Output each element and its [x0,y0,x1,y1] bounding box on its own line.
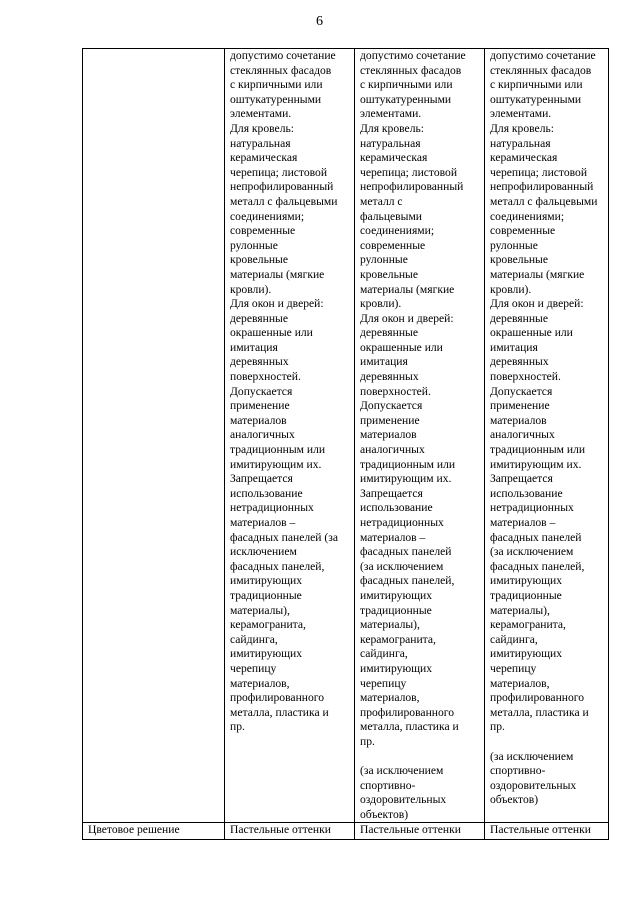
text-line: имитация [360,355,408,369]
text-line: поверхностей. [360,384,431,398]
text-line: материалы (мягкие [230,267,325,281]
text-line: материалов [230,413,287,427]
text-line: соединениями; [490,209,565,223]
color-solution-col2: Пастельные оттенки [225,823,355,840]
text-line: аналогичных [230,428,295,442]
text-line: металла, пластика и [490,705,589,719]
text-line: стеклянных фасадов [360,63,462,77]
text-line: Допускается [230,384,293,398]
text-line: черепица; листовой [230,165,328,179]
text-line: черепица; листовой [490,165,588,179]
table-row [83,49,609,823]
text-line: материалов, [230,676,290,690]
cell-text-col4 [490,49,605,735]
text-line: черепицу [490,661,537,675]
text-line: Для окон и дверей: [490,297,584,311]
text-line: использование [490,486,563,500]
text-line: натуральная [490,136,551,150]
text-line: оздоровительных [490,778,577,792]
text-line: объектов) [490,793,539,807]
text-line: имитирующих [490,574,563,588]
text-line: натуральная [360,136,421,150]
cell-zone-2 [225,49,355,823]
text-line: пр. [360,734,375,748]
cell-zone-4 [485,49,609,823]
text-line: фасадных панелей [360,545,452,559]
text-line: традиционные [230,588,302,602]
text-line: аналогичных [360,443,425,457]
text-line: керамическая [230,151,298,165]
text-line: традиционным или [230,443,326,457]
text-line: фасадных панелей, [490,559,585,573]
text-line: традиционные [490,588,562,602]
cell-text-col2 [230,49,351,735]
text-line: профилированного [230,691,325,705]
spacer [360,750,481,765]
text-line: фасадных панелей [490,530,582,544]
text-line: материалы (мягкие [490,267,585,281]
text-line: поверхностей. [490,370,561,384]
text-line: кровельные [360,267,418,281]
text-line: металл с фальцевыми [230,194,338,208]
text-line: Допускается [490,384,553,398]
text-line: непрофилированный [490,180,594,194]
text-line: натуральная [230,136,291,150]
text-line: современные [230,224,296,238]
text-line: (за исключением [360,559,444,573]
row-label-cell-empty [83,49,225,823]
text-line: соединениями; [360,224,435,238]
text-line: стеклянных фасадов [230,63,332,77]
text-line: кровли). [230,282,272,296]
text-line: имитирующих [360,588,433,602]
text-line: пр. [230,720,245,734]
text-line: имитация [490,340,538,354]
text-line: допустимо сочетание [360,49,466,62]
text-line: с кирпичными или [360,78,453,92]
text-line: пр. [490,720,505,734]
text-line: Для окон и дверей: [360,311,454,325]
text-line: материалов [490,413,547,427]
text-line: окрашенные или [490,326,573,340]
text-line: сайдинга, [230,632,278,646]
cell-note-col3 [360,764,481,822]
text-line: с кирпичными или [230,78,323,92]
text-line: использование [230,486,303,500]
text-line: имитирующих [230,647,303,661]
text-line: кровельные [230,253,288,267]
text-line: оштукатуренными [360,92,452,106]
text-line: соединениями; [230,209,305,223]
text-line: использование [360,501,433,515]
text-line: материалов, [490,676,550,690]
text-line: материалов – [230,516,296,529]
text-line: металл с [360,194,403,208]
text-line: непрофилированный [360,180,464,194]
spacer [490,735,605,750]
table-row [83,823,609,840]
text-line: материалов – [360,530,426,544]
text-line: материалов – [490,516,556,529]
cell-zone-3 [355,49,485,823]
text-line: допустимо сочетание [490,49,596,62]
text-line: (за исключением [360,764,444,778]
text-line: современные [490,224,556,238]
text-line: Допускается [360,399,423,413]
text-line: керамогранита, [360,632,436,646]
text-line: деревянные [490,311,548,325]
text-line: непрофилированный [230,180,334,194]
text-line: имитирующих [490,647,563,661]
text-line: оштукатуренными [490,92,582,106]
cell-note-col4 [490,750,605,808]
text-line: Запрещается [360,486,423,500]
text-line: фасадных панелей (за [230,530,339,544]
text-line: фасадных панелей, [230,559,325,573]
text-line: керамическая [360,151,428,165]
text-line: имитирующим их. [360,472,452,486]
text-line: материалов, [360,691,420,705]
text-line: оштукатуренными [230,92,322,106]
text-line: стеклянных фасадов [490,63,592,77]
text-line: металла, пластика и [230,705,329,719]
text-line: применение [230,399,290,413]
text-line: кровельные [490,253,548,267]
text-line: применение [490,399,550,413]
text-line: традиционные [360,603,432,617]
text-line: деревянные [360,326,418,340]
color-solution-col4: Пастельные оттенки [485,823,609,840]
text-line: имитирующим их. [230,457,322,471]
text-line: допустимо сочетание [230,49,336,62]
text-line: традиционным или [360,457,456,471]
text-line: нетрадиционных [360,516,444,529]
text-line: деревянных [490,355,549,369]
text-line: черепица; листовой [360,165,458,179]
text-line: материалы), [230,603,290,617]
text-line: элементами. [360,107,422,121]
text-line: профилированного [360,705,455,719]
text-line: современные [360,238,426,252]
text-line: аналогичных [490,428,555,442]
text-line: Для окон и дверей: [230,297,324,311]
text-line: рулонные [490,238,538,252]
text-line: нетрадиционных [230,501,314,515]
text-line: рулонные [230,238,278,252]
text-line: Для кровель: [360,121,424,135]
text-line: металл с фальцевыми [490,194,598,208]
text-line: окрашенные или [360,340,443,354]
text-line: керамогранита, [490,618,566,632]
text-line: имитирующих [230,574,303,588]
text-line: металла, пластика и [360,720,459,734]
text-line: исключением [230,545,297,559]
text-line: рулонные [360,253,408,267]
text-line: сайдинга, [490,632,538,646]
text-line: черепицу [230,661,277,675]
text-line: керамогранита, [230,618,306,632]
text-line: керамическая [490,151,558,165]
text-line: деревянные [230,311,288,325]
color-solution-col3: Пастельные оттенки [355,823,485,840]
text-line: кровли). [360,297,402,311]
text-line: кровли). [490,282,532,296]
color-solution-label: Цветовое решение [83,823,225,840]
text-line: элементами. [230,107,292,121]
text-line: имитация [230,340,278,354]
text-line: деревянных [230,355,289,369]
text-line: спортивно- [490,764,546,778]
text-line: традиционным или [490,443,586,457]
text-line: Для кровель: [490,121,554,135]
cell-text-col3 [360,49,481,750]
text-line: Запрещается [490,472,553,486]
text-line: спортивно- [360,778,416,792]
text-line: материалы), [490,603,550,617]
text-line: Запрещается [230,472,293,486]
requirements-table [82,48,609,840]
text-line: Для кровель: [230,121,294,135]
text-line: фальцевыми [360,209,422,223]
text-line: объектов) [360,807,409,821]
text-line: с кирпичными или [490,78,583,92]
text-line: поверхностей. [230,370,301,384]
text-line: материалов [360,428,417,442]
text-line: имитирующих [360,661,433,675]
text-line: (за исключением [490,545,574,559]
text-line: деревянных [360,370,419,384]
text-line: (за исключением [490,749,574,763]
text-line: применение [360,413,420,427]
text-line: профилированного [490,691,585,705]
text-line: оздоровительных [360,793,447,807]
text-line: окрашенные или [230,326,313,340]
text-line: нетрадиционных [490,501,574,515]
text-line: материалы (мягкие [360,282,455,296]
text-line: фасадных панелей, [360,574,455,588]
text-line: материалы), [360,618,420,632]
text-line: черепицу [360,676,407,690]
text-line: сайдинга, [360,647,408,661]
page-number: 6 [316,14,323,29]
text-line: элементами. [490,107,552,121]
text-line: имитирующим их. [490,457,582,471]
